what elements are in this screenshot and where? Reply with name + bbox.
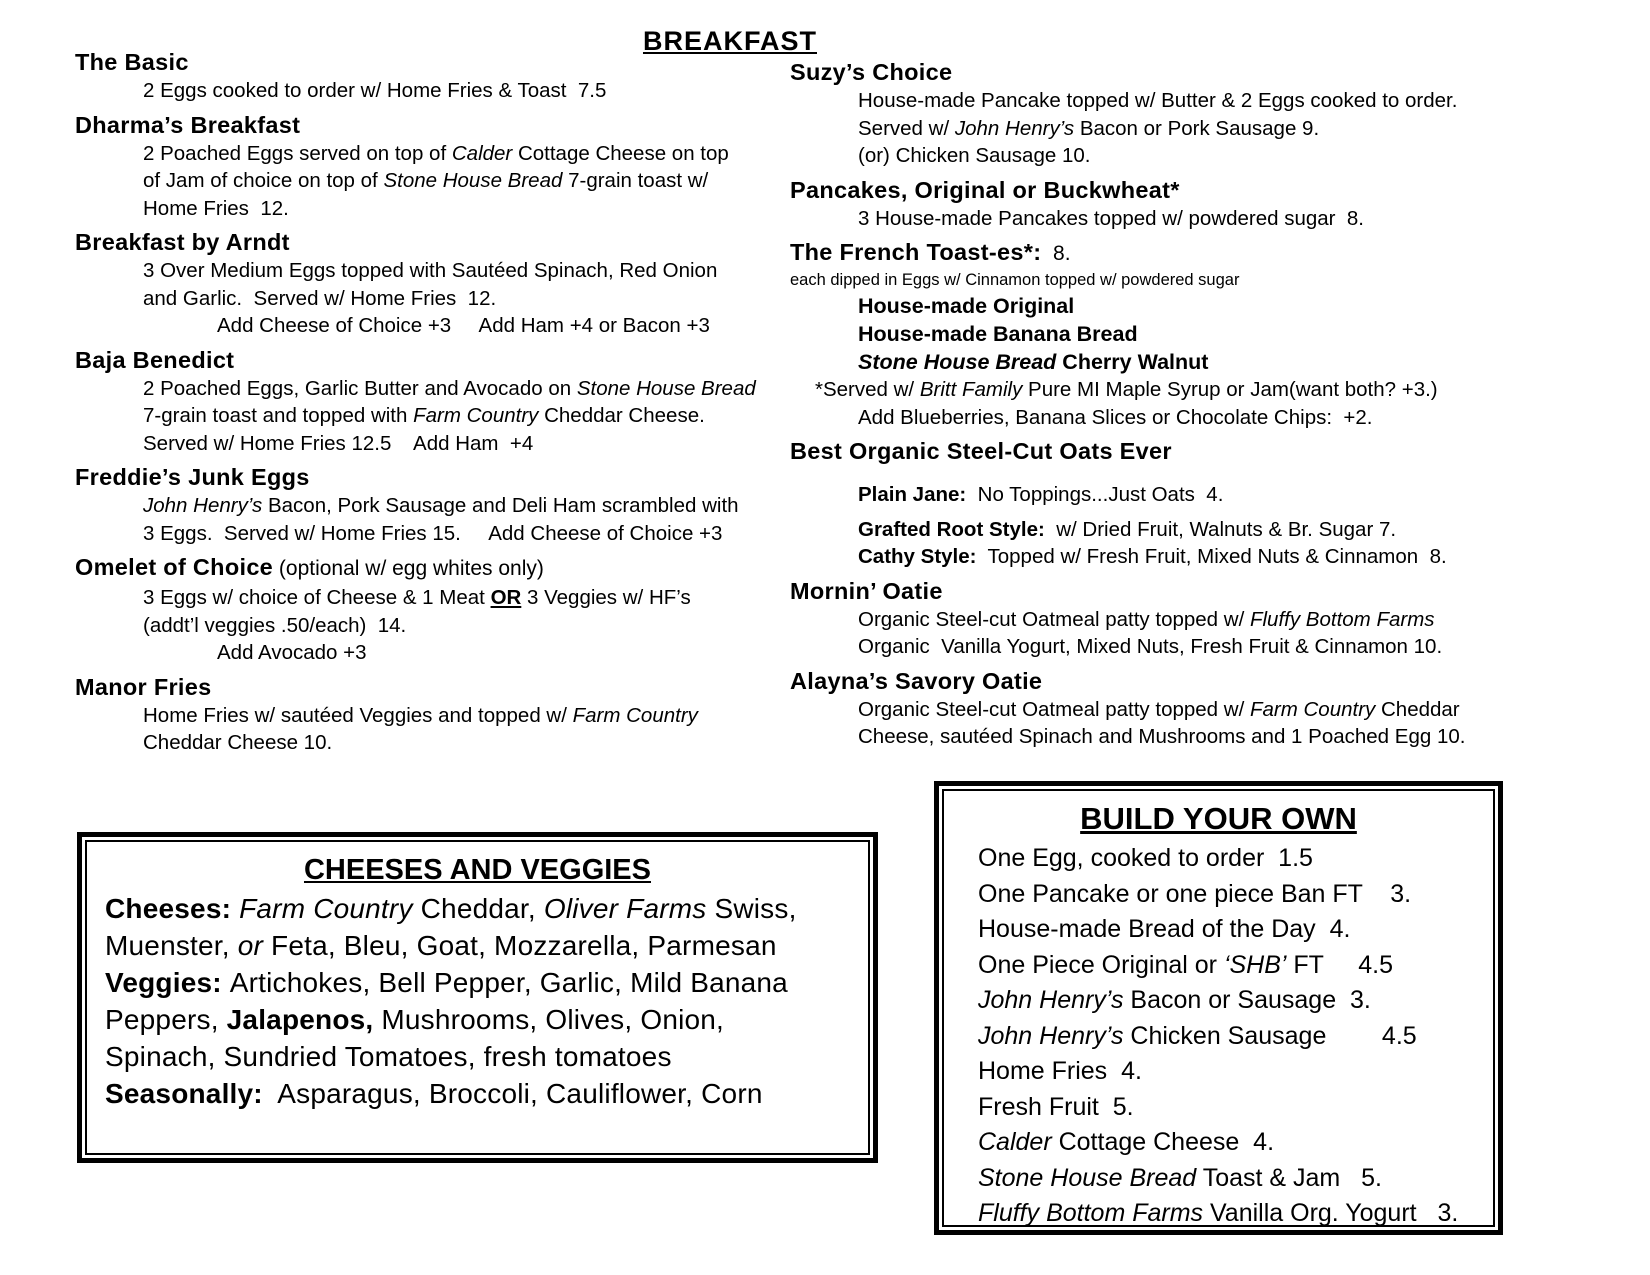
box-line: [962, 1019, 1475, 1055]
menu-item-line: [143, 195, 835, 223]
text-segment: House-made Original: [858, 294, 1075, 318]
menu-entry: [790, 57, 1520, 170]
menu-item-line: [858, 292, 1520, 320]
text-segment: Jalapenos,: [226, 1004, 374, 1035]
text-segment: Fresh Fruit 5.: [978, 1092, 1134, 1121]
text-segment: or: [237, 930, 264, 961]
menu-item-line: [143, 430, 835, 458]
text-segment: John Henry’s: [978, 1021, 1124, 1050]
text-segment: Served w/ Home Fries 12.5 Add Ham +4: [143, 431, 534, 455]
box-line: [962, 948, 1475, 984]
text-segment: w/ Dried Fruit, Walnuts & Br. Sugar 7.: [1044, 517, 1397, 541]
text-segment: House-made Banana Bread: [858, 322, 1138, 346]
menu-item-line: [858, 633, 1520, 661]
text-segment: 3 House-made Pancakes topped w/ powdered sugar 8.: [858, 206, 1364, 230]
text-segment: Cheddar Cheese 10.: [143, 731, 333, 754]
menu-entry: [75, 552, 835, 667]
menu-entry: [790, 175, 1520, 233]
text-segment: Alayna’s Savory Oatie: [790, 667, 1043, 694]
text-segment: The Basic: [75, 49, 189, 75]
text-segment: One Pancake or one piece Ban FT 3.: [978, 879, 1412, 908]
menu-item-heading: [790, 666, 1520, 696]
text-segment: Farm Country: [413, 404, 539, 427]
text-segment: Plain Jane:: [858, 483, 967, 506]
text-segment: Mornin’ Oatie: [790, 577, 943, 604]
text-segment: Cherry Walnut: [1056, 350, 1209, 374]
text-segment: John Henry’s: [954, 116, 1075, 140]
text-segment: 2 Poached Eggs served on top of: [143, 141, 452, 165]
menu-item-line: [858, 348, 1520, 376]
text-segment: Calder: [451, 141, 513, 165]
cheeses-box-lines: [105, 890, 850, 1112]
text-segment: 3 Eggs w/ choice of Cheese & 1 Meat: [143, 586, 491, 609]
build-box-title: BUILD YOUR OWN: [1080, 801, 1357, 836]
text-segment: 2 Eggs cooked to order w/ Home Fries & Toast 7.5: [143, 79, 607, 102]
text-segment: Swiss,: [706, 893, 797, 924]
menu-item-line: [790, 269, 1520, 292]
text-segment: ‘SHB’: [1223, 950, 1287, 979]
text-segment: Stone House Bread: [858, 350, 1057, 374]
text-segment: Feta, Bleu, Goat, Mozzarella, Parmesan: [263, 930, 777, 961]
text-segment: Organic Steel-cut Oatmeal patty topped w/: [858, 697, 1250, 721]
text-segment: Manor Fries: [75, 673, 212, 700]
text-segment: House-made Bread of the Day 4.: [978, 915, 1351, 943]
menu-item-heading: [75, 552, 835, 584]
box-line: [962, 877, 1475, 913]
text-segment: Vanilla Org. Yogurt 3.: [1203, 1199, 1459, 1227]
text-segment: Pure MI Maple Syrup or Jam(want both? +3.): [1022, 378, 1438, 401]
menu-entry: [790, 237, 1520, 431]
text-segment: Best Organic Steel-Cut Oats Ever: [790, 438, 1172, 464]
text-segment: of Jam of choice on top of: [143, 169, 384, 192]
text-segment: Farm Country: [1249, 697, 1376, 721]
text-segment: Seasonally:: [105, 1078, 271, 1109]
text-segment: each dipped in Eggs w/ Cinnamon topped w/ powdered sugar: [790, 271, 1240, 289]
text-segment: Asparagus, Broccoli, Cauliflower, Corn: [270, 1078, 763, 1109]
text-segment: 7-grain toast and topped with: [143, 404, 414, 427]
menu-item-line: [143, 492, 835, 520]
text-segment: House-made Pancake topped w/ Butter & 2 Eggs cooked to order.: [858, 89, 1458, 112]
text-segment: Add Blueberries, Banana Slices or Chocolate Chips: +2.: [858, 405, 1373, 429]
text-segment: Cheese, sautéed Spinach and Mushrooms and 1 Poached Egg 10.: [858, 725, 1466, 748]
box-line: [962, 912, 1475, 948]
text-segment: Freddie’s Junk Eggs: [75, 464, 310, 490]
text-segment: and Garlic. Served w/ Home Fries 12.: [143, 286, 497, 310]
text-segment: Farm Country: [572, 703, 698, 727]
menu-item-line: [858, 543, 1520, 571]
menu-item-line: [143, 520, 835, 548]
text-segment: One Piece Original or: [978, 950, 1224, 979]
text-segment: Britt Family: [919, 378, 1023, 401]
menu-entry: [75, 110, 835, 223]
text-segment: OR: [490, 586, 522, 609]
text-segment: *Served w/: [815, 378, 920, 401]
text-segment: 2 Poached Eggs, Garlic Butter and Avocado on: [143, 376, 577, 400]
menu-item-line: [143, 77, 835, 105]
menu-item-heading: [790, 576, 1520, 606]
text-segment: Peppers,: [105, 1004, 227, 1035]
menu-item-line: [143, 140, 835, 168]
text-segment: Cottage Cheese 4.: [1051, 1128, 1275, 1156]
menu-item-heading: [790, 436, 1520, 466]
menu-item-line: [858, 606, 1520, 634]
menu-item-line: [858, 516, 1520, 544]
text-segment: Home Fries w/ sautéed Veggies and topped w/: [143, 703, 573, 727]
text-segment: Home Fries 4.: [978, 1057, 1142, 1085]
menu-item-line: [217, 312, 835, 340]
menu-entry: [75, 345, 835, 458]
menu-item-heading: [75, 345, 835, 375]
box-line: [105, 1001, 850, 1038]
menu-item-line: [143, 584, 835, 612]
box-line: [962, 1161, 1475, 1197]
menu-entry: [790, 576, 1520, 661]
breakfast-right-column: [790, 52, 1520, 751]
menu-item-line: [858, 142, 1520, 170]
box-line: [105, 1038, 850, 1075]
text-segment: Calder: [978, 1128, 1052, 1156]
text-segment: Toast & Jam 5.: [1196, 1163, 1382, 1192]
text-segment: Topped w/ Fresh Fruit, Mixed Nuts & Cinnamon 8.: [976, 545, 1447, 568]
text-segment: Pancakes, Original or Buckwheat*: [790, 176, 1180, 203]
text-segment: Stone House Bread: [576, 376, 756, 400]
menu-entry: [75, 227, 835, 340]
menu-item-line: [143, 375, 835, 403]
text-segment: Omelet of Choice: [75, 554, 274, 580]
menu-item-line: [858, 320, 1520, 348]
menu-entry: [75, 462, 835, 547]
menu-item-heading: [790, 57, 1520, 87]
text-segment: 7-grain toast w/: [562, 169, 709, 192]
text-segment: No Toppings...Just Oats 4.: [966, 483, 1224, 506]
text-segment: Cheeses:: [105, 893, 240, 924]
text-segment: Veggies:: [105, 967, 230, 998]
text-segment: Mushrooms, Olives, Onion,: [373, 1004, 725, 1035]
text-segment: 3 Eggs. Served w/ Home Fries 15. Add Cheese of Choice +3: [143, 521, 723, 545]
menu-item-line: [858, 723, 1520, 751]
text-segment: Suzy’s Choice: [790, 59, 953, 85]
text-segment: Spinach, Sundried Tomatoes, fresh tomatoes: [105, 1041, 672, 1072]
menu-item-line: [858, 481, 1520, 509]
text-segment: Add Cheese of Choice +3 Add Ham +4 or Bacon +3: [217, 314, 710, 337]
text-segment: Cottage Cheese on top: [512, 141, 729, 165]
text-segment: 3 Over Medium Eggs topped with Sautéed Spinach, Red Onion: [143, 259, 718, 282]
menu-item-heading: [75, 462, 835, 492]
box-line: [962, 1196, 1475, 1227]
text-segment: Baja Benedict: [75, 346, 235, 373]
text-segment: Fluffy Bottom Farms: [1249, 607, 1435, 631]
menu-item-line: [858, 205, 1520, 233]
menu-item-heading: [75, 672, 835, 702]
menu-item-heading: [75, 110, 835, 140]
text-segment: John Henry’s: [143, 494, 263, 517]
text-segment: Home Fries 12.: [143, 196, 289, 220]
menu-item-heading: [790, 175, 1520, 205]
text-segment: (or) Chicken Sausage 10.: [858, 144, 1091, 167]
text-segment: Organic Vanilla Yogurt, Mixed Nuts, Fresh Fruit & Cinnamon 10.: [858, 635, 1443, 658]
text-segment: Grafted Root Style:: [858, 517, 1045, 541]
menu-item-heading: [75, 47, 835, 77]
text-segment: Fluffy Bottom Farms: [978, 1199, 1204, 1227]
box-line: [105, 927, 850, 964]
text-segment: Cheddar: [1375, 697, 1460, 721]
cheeses-box-title: CHEESES AND VEGGIES: [303, 854, 651, 886]
build-box-inner: [942, 789, 1495, 1227]
box-line: [962, 1125, 1475, 1161]
menu-item-heading: [75, 227, 835, 257]
box-line: [105, 1075, 850, 1112]
text-segment: Oliver Farms: [543, 893, 707, 924]
menu-entry: [75, 47, 835, 105]
menu-item-line: [858, 404, 1520, 432]
text-segment: Cathy Style:: [858, 545, 977, 568]
menu-item-line: [143, 285, 835, 313]
text-segment: FT 4.5: [1286, 950, 1393, 979]
menu-item-line: [858, 696, 1520, 724]
text-segment: Bacon or Pork Sausage 9.: [1074, 116, 1320, 140]
menu-item-line: [143, 402, 835, 430]
menu-item-line: [858, 115, 1520, 143]
menu-item-heading: [790, 237, 1520, 269]
text-segment: John Henry’s: [978, 986, 1124, 1014]
text-segment: 3 Veggies w/ HF’s: [521, 586, 691, 609]
text-segment: 8.: [1041, 242, 1071, 265]
text-segment: Cheddar,: [412, 893, 544, 924]
text-segment: The French Toast-es*:: [790, 239, 1042, 265]
text-segment: Breakfast by Arndt: [75, 229, 290, 255]
text-segment: Stone House Bread: [383, 169, 563, 192]
menu-item-line: [143, 257, 835, 285]
text-segment: Dharma’s Breakfast: [75, 111, 301, 138]
text-segment: Farm Country: [239, 893, 413, 924]
menu-item-line: [143, 167, 835, 195]
menu-item-line: [815, 376, 1520, 404]
cheeses-box-inner: [85, 840, 870, 1155]
text-segment: Artichokes, Bell Pepper, Garlic, Mild Banana: [229, 967, 788, 998]
menu-entry: [75, 672, 835, 757]
text-segment: Cheddar Cheese.: [538, 404, 705, 427]
box-line: [105, 890, 850, 927]
box-line: [962, 841, 1475, 877]
text-segment: Add Avocado +3: [217, 641, 367, 664]
menu-item-line: [858, 87, 1520, 115]
text-segment: Served w/: [858, 116, 955, 140]
build-your-own-box: [934, 781, 1503, 1235]
text-segment: Bacon, Pork Sausage and Deli Ham scrambled with: [262, 494, 739, 517]
page-title: BREAKFAST: [642, 26, 817, 56]
text-segment: Muenster,: [105, 930, 238, 961]
menu-entry: [790, 666, 1520, 751]
build-box-lines: [962, 841, 1475, 1227]
text-segment: Organic Steel-cut Oatmeal patty topped w/: [858, 607, 1250, 631]
text-segment: (optional w/ egg whites only): [273, 557, 544, 580]
menu-item-line: [143, 612, 835, 640]
menu-item-line: [143, 729, 835, 757]
box-line: [962, 1054, 1475, 1090]
menu-item-line: [217, 639, 835, 667]
text-segment: Bacon or Sausage 3.: [1123, 986, 1371, 1014]
text-segment: (addt’l veggies .50/each) 14.: [143, 613, 407, 637]
menu-item-line: [143, 702, 835, 730]
cheeses-and-veggies-box: [77, 832, 878, 1163]
text-segment: One Egg, cooked to order 1.5: [978, 844, 1313, 872]
box-line: [105, 964, 850, 1001]
box-line: [962, 983, 1475, 1019]
menu-entry: [790, 436, 1520, 571]
breakfast-left-column: [75, 42, 835, 757]
text-segment: Chicken Sausage 4.5: [1123, 1021, 1417, 1050]
text-segment: Stone House Bread: [978, 1163, 1197, 1192]
box-line: [962, 1090, 1475, 1126]
